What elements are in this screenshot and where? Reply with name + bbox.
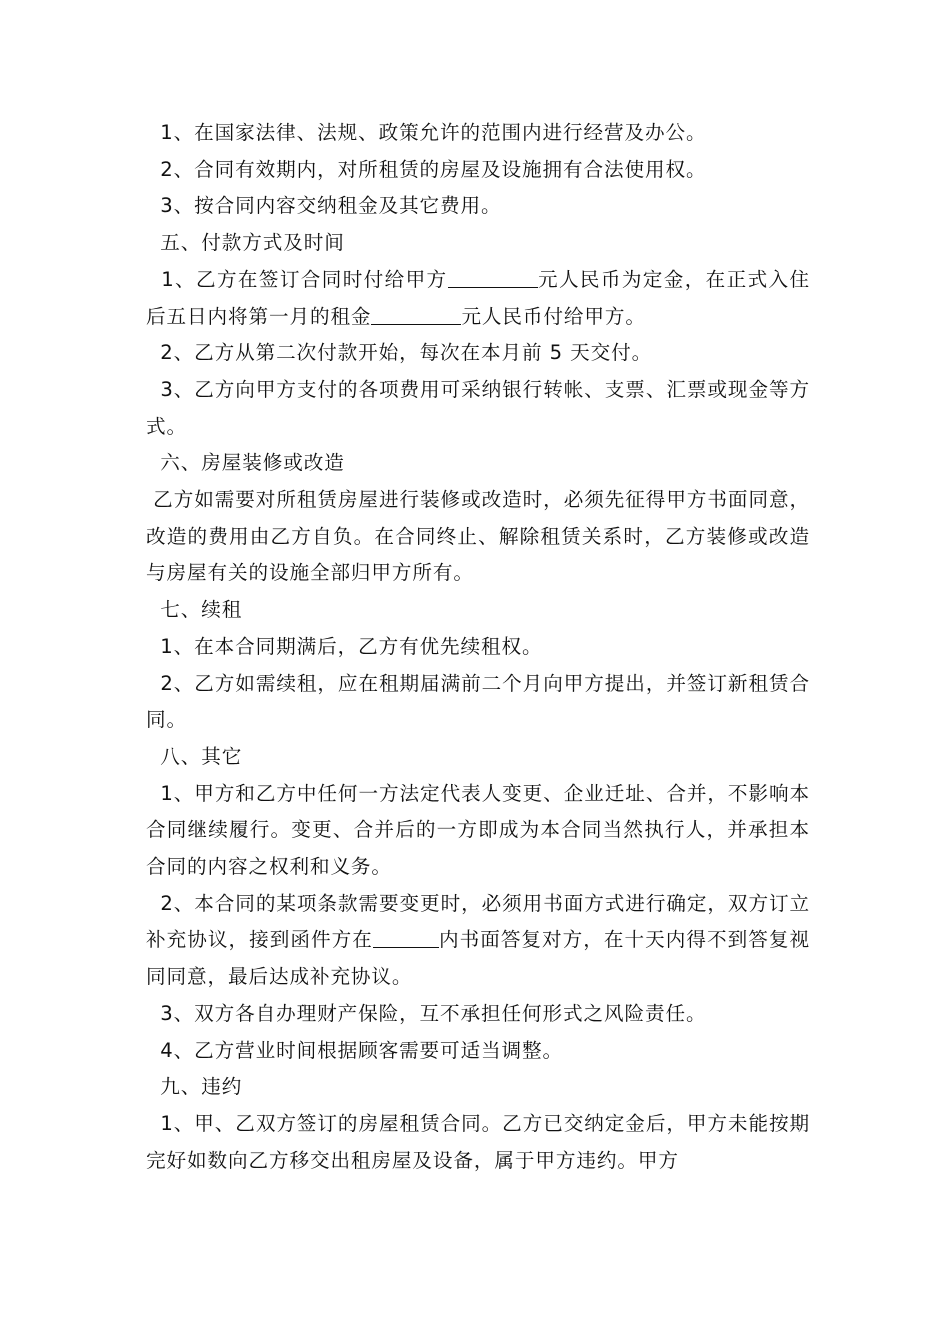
renewal-clause-1: 1、在本合同期满后，乙方有优先续租权。 (146, 634, 543, 658)
section-heading-renovation: 六、房屋装修或改造 (146, 451, 345, 475)
other-clause-2-part-b: 内书面答复对方，在十天内得不到答复视同同意，最后达成补充协议。 (146, 928, 810, 989)
other-clause-1: 1、甲方和乙方中任何一方法定代表人变更、企业迁址、合并，不影响本合同继续履行。变更、合并后的一方即成为本合同当然执行人，并承担本合同的内容之权利和义务。 (146, 781, 810, 879)
renovation-clause: 乙方如需要对所租赁房屋进行装修或改造时，必须先征得甲方书面同意，改造的费用由乙方自负。在合同终止、解除租赁关系时，乙方装修或改造与房屋有关的设施全部归甲方所有。 (146, 488, 810, 585)
section-heading-payment: 五、付款方式及时间 (146, 231, 345, 255)
section-heading-other: 八、其它 (146, 744, 243, 768)
clause-1: 1、在国家法律、法规、政策允许的范围内进行经营及办公。 (146, 121, 707, 144)
document-page (146, 115, 810, 1179)
payment-clause-1-part-a: 1、乙方在签订合同时付给甲方 (146, 267, 448, 291)
breach-clause-1: 1、甲、乙双方签订的房屋租赁合同。乙方已交纳定金后，甲方未能按期完好如数向乙方移交出租房屋及设备，属于甲方违约。甲方 (146, 1111, 810, 1172)
first-month-rent-blank (371, 301, 461, 325)
payment-clause-2: 2、乙方从第二次付款开始，每次在本月前 5 天交付。 (146, 341, 653, 365)
other-clause-2-part-a: 2、本合同的某项条款需要变更时，必须用书面方式进行确定，双方订立补充协议，接到函件方在 (146, 891, 810, 952)
other-clause-4: 4、乙方营业时间根据顾客需要可适当调整。 (146, 1038, 564, 1062)
payment-clause-1 (146, 262, 810, 335)
clause-2: 2、合同有效期内，对所租赁的房屋及设施拥有合法使用权。 (146, 157, 707, 181)
payment-clause-3: 3、乙方向甲方支付的各项费用可采纳银行转帐、支票、汇票或现金等方式。 (146, 377, 810, 438)
other-clause-2 (146, 886, 810, 996)
section-heading-breach: 九、违约 (146, 1075, 243, 1099)
deposit-amount-blank (448, 264, 538, 288)
payment-clause-1-part-b: 元人民币为定金，在正式入住后五日内将第一月的租金 (146, 267, 810, 328)
clause-3: 3、按合同内容交纳租金及其它费用。 (146, 194, 502, 218)
payment-clause-1-part-c: 元人民币付给甲方。 (461, 304, 646, 328)
reply-period-blank (373, 924, 439, 948)
renewal-clause-2: 2、乙方如需续租，应在租期届满前二个月向甲方提出，并签订新租赁合同。 (146, 671, 810, 732)
section-heading-renewal: 七、续租 (146, 598, 243, 622)
other-clause-3: 3、双方各自办理财产保险，互不承担任何形式之风险责任。 (146, 1001, 707, 1025)
